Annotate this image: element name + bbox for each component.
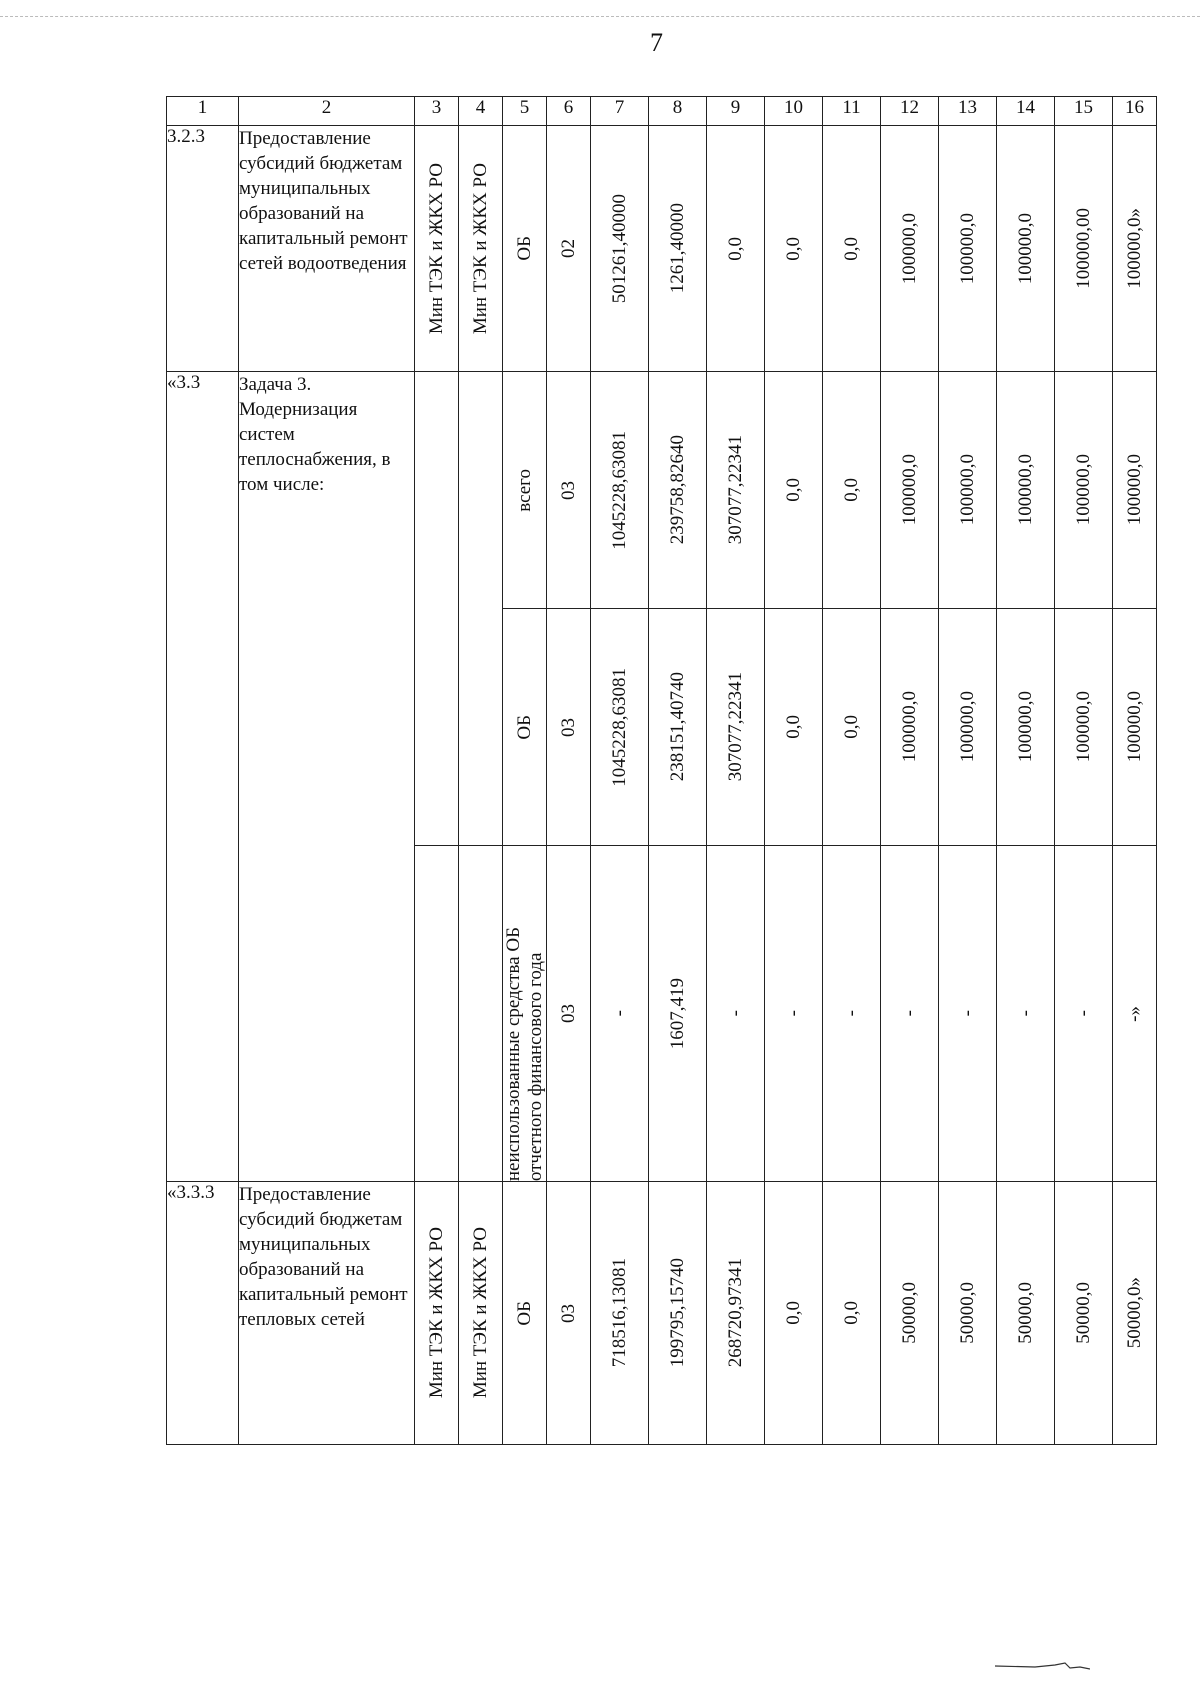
- cell: 100000,0: [881, 609, 939, 846]
- table-row: [167, 1182, 1157, 1445]
- cell: ОБ: [503, 1182, 547, 1445]
- cell: 50000,0: [939, 1182, 997, 1445]
- cell: [415, 126, 459, 372]
- cell: 100000,0: [939, 126, 997, 372]
- cell: 100000,0: [939, 372, 997, 609]
- cell: всего: [503, 372, 547, 609]
- cell: 0,0: [765, 1182, 823, 1445]
- cell: 1607,419: [649, 846, 707, 1182]
- cell: 307077,22341: [707, 372, 765, 609]
- cell: 02: [547, 126, 591, 372]
- cell: 1045228,63081: [591, 609, 649, 846]
- table-row: [167, 126, 1157, 372]
- co-executor: Мин ТЭК и ЖКХ РО: [469, 162, 491, 335]
- cell: 307077,22341: [707, 609, 765, 846]
- header-cell: 1: [167, 97, 239, 126]
- table-row: [167, 372, 1157, 609]
- cell: [415, 1182, 459, 1445]
- cell: 0,0: [707, 126, 765, 372]
- page-number: 7: [650, 28, 663, 57]
- cell: 03: [547, 1182, 591, 1445]
- cell: 718516,13081: [591, 1182, 649, 1445]
- cell: 239758,82640: [649, 372, 707, 609]
- header-cell: 12: [881, 97, 939, 126]
- header-cell: 3: [415, 97, 459, 126]
- row-code: «3.3: [167, 372, 239, 1182]
- empty-cell: [459, 372, 503, 846]
- cell: 0,0: [765, 609, 823, 846]
- signature-mark: [995, 1660, 1090, 1670]
- header-cell: 6: [547, 97, 591, 126]
- header-row: [167, 97, 1157, 126]
- cell: 100000,0: [1113, 609, 1157, 846]
- empty-cell: [415, 846, 459, 1182]
- row-name: Предоставление субсидий бюджетам муниципальных образований на капитальный ремонт сетей водоотведения: [239, 126, 415, 372]
- cell: ОБ: [503, 609, 547, 846]
- cell: 100000,0: [881, 372, 939, 609]
- cell: 100000,0: [1055, 372, 1113, 609]
- cell: 100000,0: [997, 126, 1055, 372]
- empty-cell: [459, 846, 503, 1182]
- unused-funds-line2: отчетного финансового года: [524, 952, 546, 1181]
- cell: ОБ: [503, 126, 547, 372]
- header-cell: 7: [591, 97, 649, 126]
- cell: 100000,00: [1055, 126, 1113, 372]
- header-cell: 9: [707, 97, 765, 126]
- row-code: «3.3.3: [167, 1182, 239, 1445]
- cell: 1261,40000: [649, 126, 707, 372]
- cell: 03: [547, 846, 591, 1182]
- cell: 100000,0: [997, 609, 1055, 846]
- cell: 03: [547, 372, 591, 609]
- cell: 50000,0»: [1113, 1182, 1157, 1445]
- header-cell: 2: [239, 97, 415, 126]
- cell: -: [591, 846, 649, 1182]
- header-cell: 5: [503, 97, 547, 126]
- row-name: Задача 3. Модернизация систем теплоснабжения, в том числе:: [239, 372, 415, 1182]
- header-cell: 13: [939, 97, 997, 126]
- cell: 501261,40000: [591, 126, 649, 372]
- cell: 100000,0: [997, 372, 1055, 609]
- cell: 0,0: [765, 372, 823, 609]
- cell: [503, 846, 547, 1182]
- cell: -: [1055, 846, 1113, 1182]
- responsible: Мин ТЭК и ЖКХ РО: [425, 1227, 447, 1399]
- co-executor: Мин ТЭК и ЖКХ РО: [469, 1227, 491, 1399]
- header-cell: 11: [823, 97, 881, 126]
- cell: -: [765, 846, 823, 1182]
- cell: 0,0: [823, 372, 881, 609]
- cell: [459, 1182, 503, 1445]
- cell: 238151,40740: [649, 609, 707, 846]
- empty-cell: [415, 372, 459, 846]
- cell: -»: [1113, 846, 1157, 1182]
- cell: -: [939, 846, 997, 1182]
- cell: -: [997, 846, 1055, 1182]
- cell: 0,0: [765, 126, 823, 372]
- budget-table: [166, 96, 1157, 1445]
- header-cell: 14: [997, 97, 1055, 126]
- header-cell: 4: [459, 97, 503, 126]
- cell: 0,0: [823, 126, 881, 372]
- cell: 100000,0: [1113, 372, 1157, 609]
- header-cell: 10: [765, 97, 823, 126]
- cell: -: [881, 846, 939, 1182]
- cell: 199795,15740: [649, 1182, 707, 1445]
- top-dashed-line: [0, 16, 1200, 18]
- cell: 50000,0: [881, 1182, 939, 1445]
- row-code: 3.2.3: [167, 126, 239, 372]
- cell: -: [823, 846, 881, 1182]
- cell: 50000,0: [997, 1182, 1055, 1445]
- cell: 100000,0: [939, 609, 997, 846]
- cell: 100000,0: [1055, 609, 1113, 846]
- header-cell: 16: [1113, 97, 1157, 126]
- header-cell: 8: [649, 97, 707, 126]
- cell: 268720,97341: [707, 1182, 765, 1445]
- cell: 100000,0»: [1113, 126, 1157, 372]
- cell: 0,0: [823, 609, 881, 846]
- cell: 50000,0: [1055, 1182, 1113, 1445]
- cell: 1045228,63081: [591, 372, 649, 609]
- cell: -: [707, 846, 765, 1182]
- cell: 100000,0: [881, 126, 939, 372]
- row-name: Предоставление субсидий бюджетам муниципальных образований на капитальный ремонт тепловых сетей: [239, 1182, 415, 1445]
- cell: 0,0: [823, 1182, 881, 1445]
- header-cell: 15: [1055, 97, 1113, 126]
- cell: 03: [547, 609, 591, 846]
- responsible: Мин ТЭК и ЖКХ РО: [425, 162, 447, 335]
- unused-funds-line1: неиспользованные средства ОБ: [502, 926, 524, 1181]
- cell: [459, 126, 503, 372]
